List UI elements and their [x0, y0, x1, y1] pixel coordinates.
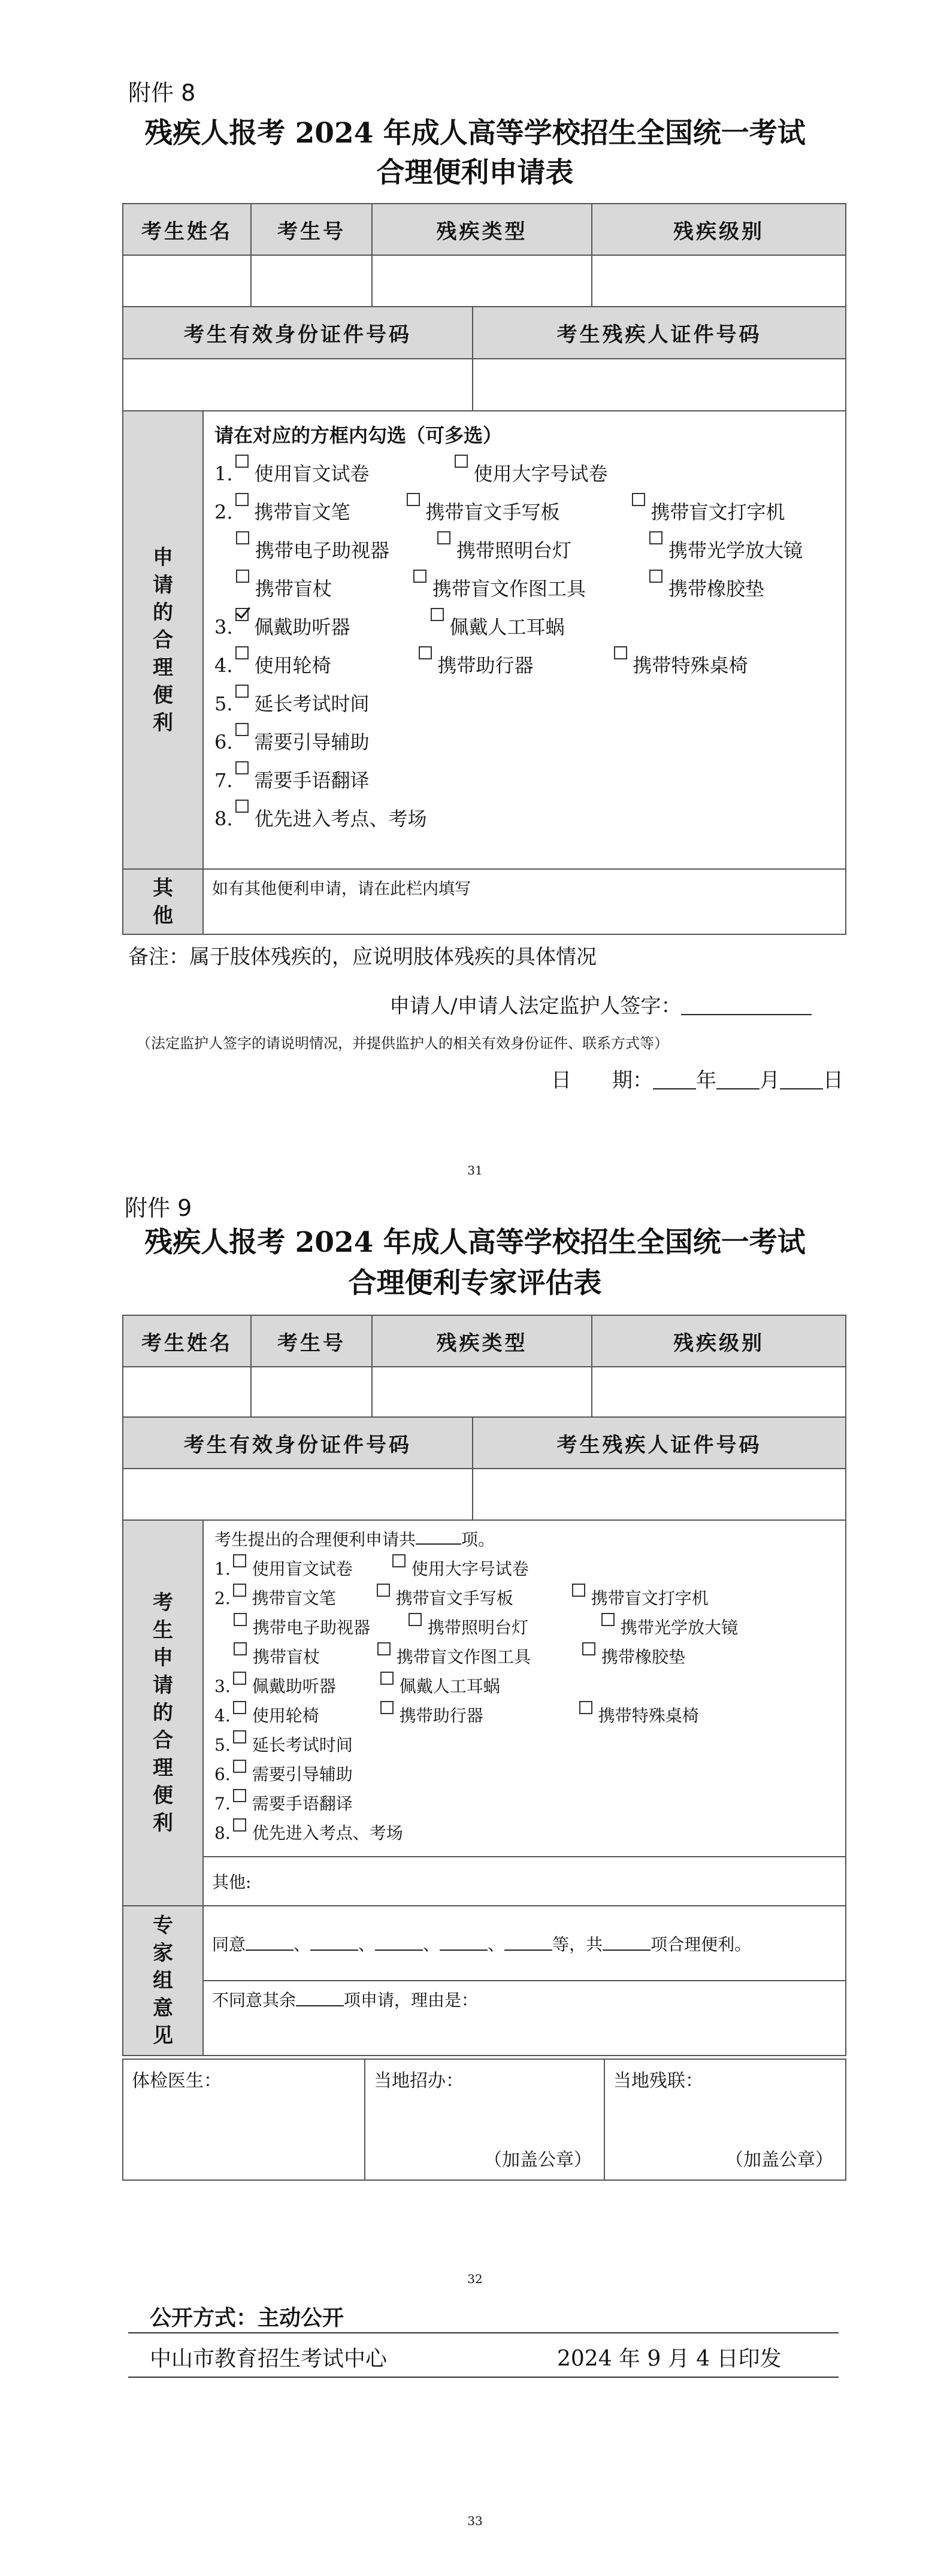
agree-blank-2[interactable] — [310, 1932, 358, 1951]
other-label: 其他: — [212, 1872, 252, 1892]
local-office-cell[interactable] — [365, 2059, 604, 2180]
signature-note: （法定监护人签字的请说明情况，并提供监护人的相关有效身份证件、联系方式等） — [137, 1035, 668, 1052]
header-exam-no: 考生号 — [251, 1315, 372, 1367]
form8-title-line2: 合理便利申请表 — [376, 156, 574, 189]
id-number-field[interactable] — [123, 359, 473, 411]
count-blank[interactable] — [416, 1525, 461, 1545]
header-disability-cert: 考生残疾人证件号码 — [473, 307, 846, 359]
option-row-5: 5. 延长考试时间 — [214, 685, 834, 723]
apply-label-cell — [123, 411, 203, 869]
other-label-cell — [123, 869, 203, 934]
expert-label-cell — [123, 1906, 203, 2056]
header-disability-level: 残疾级别 — [592, 1315, 846, 1367]
checkbox-walker[interactable] — [419, 646, 432, 659]
agree-blank-1[interactable] — [246, 1932, 294, 1951]
apply-label: 申请的合理便利 — [153, 545, 173, 735]
apply-label-cell — [123, 1520, 203, 1906]
header-disability-type: 残疾类型 — [372, 1315, 592, 1367]
page-number-32: 32 — [467, 2272, 483, 2286]
issuer: 中山市教育招生考试中心 — [150, 2347, 388, 2371]
checkbox-braille-slate[interactable] — [377, 1584, 390, 1597]
disability-level-field[interactable] — [592, 255, 846, 307]
option-row-3: 3. 佩戴助听器 佩戴人工耳蜗 — [214, 1672, 834, 1701]
checkbox-braille-drawing[interactable] — [377, 1642, 391, 1655]
checkbox-white-cane[interactable] — [234, 1642, 247, 1655]
header-disability-type: 残疾类型 — [372, 204, 592, 255]
option-row-2b: 携带电子助视器 携带照明台灯 携带光学放大镜 — [214, 531, 834, 570]
local-disabled-cell[interactable] — [604, 2059, 846, 2180]
header-id-number: 考生有效身份证件号码 — [123, 1417, 473, 1469]
checkbox-cochlear-implant[interactable] — [431, 608, 444, 621]
footer-bottom-rule — [128, 2377, 839, 2378]
annex-8-label: 附件 8 — [128, 80, 196, 106]
checkbox-e-magnifier[interactable] — [236, 531, 249, 544]
checkbox-braille-pen[interactable] — [233, 1584, 246, 1597]
checkbox-braille-drawing[interactable] — [413, 570, 426, 583]
agree-cell — [203, 1906, 846, 1981]
local-office-label: 当地招办： — [374, 2071, 464, 2091]
option-row-4: 4. 使用轮椅 携带助行器 携带特殊桌椅 — [214, 646, 834, 685]
disability-type-field[interactable] — [372, 255, 592, 307]
id-number-field[interactable] — [123, 1469, 473, 1520]
disclosure: 公开方式：主动公开 — [150, 2305, 344, 2330]
disability-type-field[interactable] — [372, 1367, 592, 1417]
checkbox-walker[interactable] — [380, 1701, 394, 1714]
checkbox-large-print[interactable] — [392, 1554, 406, 1567]
signature-line — [389, 989, 812, 1019]
header-name: 考生姓名 — [123, 204, 251, 255]
option-row-8: 8. 优先进入考点、考场 — [214, 800, 834, 838]
form9-title-line2: 合理便利专家评估表 — [348, 1267, 602, 1300]
checkbox-guide[interactable] — [235, 723, 249, 736]
checkbox-large-print[interactable] — [455, 455, 468, 468]
checkbox-braille-slate[interactable] — [407, 493, 420, 506]
option-row-7: 7. 需要手语翻译 — [214, 761, 834, 800]
date-day-blank[interactable] — [780, 1070, 823, 1089]
option-row-4: 4. 使用轮椅 携带助行器 携带特殊桌椅 — [214, 1701, 834, 1730]
checkbox-sign-language[interactable] — [233, 1789, 246, 1802]
checkbox-desk-lamp[interactable] — [437, 531, 450, 544]
other-label: 其他 — [153, 876, 173, 928]
checkbox-extra-time[interactable] — [235, 685, 249, 698]
header-id-number: 考生有效身份证件号码 — [123, 307, 473, 359]
checkbox-priority-entry[interactable] — [235, 800, 249, 813]
checkbox-guide[interactable] — [233, 1760, 246, 1773]
local-disabled-label: 当地残联： — [613, 2071, 703, 2091]
option-row-1: 1. 使用盲文试卷 使用大字号试卷 — [214, 1554, 834, 1584]
date-month-blank[interactable] — [716, 1070, 760, 1089]
checkbox-rubber-mat[interactable] — [582, 1642, 595, 1655]
checkbox-e-magnifier[interactable] — [234, 1613, 247, 1626]
option-row-2a: 2. 携带盲文笔 携带盲文手写板 携带盲文打字机 — [214, 493, 834, 531]
exam-no-field[interactable] — [251, 1367, 372, 1417]
checkbox-extra-time[interactable] — [233, 1730, 246, 1743]
footer-top-rule — [128, 2332, 839, 2333]
checkbox-sign-language[interactable] — [235, 761, 249, 774]
disability-level-field[interactable] — [592, 1367, 846, 1417]
option-row-2c: 携带盲杖 携带盲文作图工具 携带橡胶垫 — [214, 1642, 834, 1672]
disagree-cell — [203, 1981, 846, 2056]
checkbox-braille-paper[interactable] — [235, 455, 249, 468]
checkbox-braille-typewriter[interactable] — [632, 493, 645, 506]
checkbox-wheelchair[interactable] — [233, 1701, 246, 1714]
agree-blank-5[interactable] — [504, 1932, 552, 1951]
form9-table — [122, 1315, 846, 2056]
checkbox-hearing-aid[interactable] — [233, 1672, 246, 1685]
checkbox-desk-lamp[interactable] — [409, 1613, 422, 1626]
checkbox-priority-entry[interactable] — [233, 1818, 246, 1832]
local-office-stamp: （加盖公章） — [484, 2150, 592, 2171]
option-row-6: 6. 需要引导辅助 — [214, 1760, 834, 1789]
instruction: 请在对应的方框内勾选（可多选） — [214, 424, 503, 447]
name-field[interactable] — [123, 255, 251, 307]
remark: 备注：属于肢体残疾的，应说明肢体残疾的具体情况 — [128, 945, 597, 969]
signature-blank[interactable] — [681, 996, 812, 1015]
disability-cert-field[interactable] — [473, 1469, 846, 1520]
checkbox-braille-paper[interactable] — [233, 1554, 246, 1567]
page-number-31: 31 — [467, 1163, 483, 1177]
option-row-7: 7. 需要手语翻译 — [214, 1789, 834, 1818]
doctor-label: 体检医生： — [132, 2071, 222, 2091]
agree-total-blank[interactable] — [603, 1932, 651, 1951]
options-cell — [203, 1520, 846, 1857]
annex-9-label: 附件 9 — [125, 1195, 192, 1221]
checkbox-optical-magnifier[interactable] — [601, 1613, 615, 1626]
disagree-blank[interactable] — [296, 1987, 344, 2006]
checkbox-braille-typewriter[interactable] — [572, 1584, 585, 1597]
checkbox-white-cane[interactable] — [236, 570, 249, 583]
local-disabled-stamp: （加盖公章） — [725, 2150, 833, 2171]
other-field[interactable] — [203, 869, 846, 934]
disability-cert-field[interactable] — [473, 359, 846, 411]
option-row-5: 5. 延长考试时间 — [214, 1730, 834, 1760]
apply-label: 考生申请的合理便利 — [153, 1591, 173, 1835]
agree-blank-3[interactable] — [375, 1932, 423, 1951]
checkbox-braille-pen[interactable] — [235, 493, 249, 506]
date-line: 日 期： 年 月 日 — [551, 1068, 843, 1092]
name-field[interactable] — [123, 1367, 251, 1417]
header-name: 考生姓名 — [123, 1315, 251, 1367]
date-label: 日 期： — [551, 1068, 653, 1092]
signature-label: 申请人/申请人法定监护人签字： — [389, 994, 682, 1018]
form9-signature-table — [122, 2059, 846, 2181]
option-row-2c: 携带盲杖 携带盲文作图工具 携带橡胶垫 — [214, 570, 834, 608]
agree-blank-4[interactable] — [440, 1932, 488, 1951]
form8-table — [122, 203, 846, 935]
option-row-1: 1. 使用盲文试卷 使用大字号试卷 — [214, 455, 834, 493]
agree-line: 同意 、 、 、 、 等，共 项合理便利。 — [212, 1932, 837, 1956]
other-field[interactable] — [203, 1857, 846, 1906]
page-number-33: 33 — [467, 2514, 483, 2528]
header-disability-level: 残疾级别 — [592, 204, 846, 255]
option-row-3: 3. 佩戴助听器 佩戴人工耳蜗 — [214, 608, 834, 646]
checkbox-optical-magnifier[interactable] — [649, 531, 662, 544]
form8-title-line1: 残疾人报考 2024 年成人高等学校招生全国统一考试 — [144, 117, 806, 150]
option-row-8: 8. 优先进入考点、考场 — [214, 1818, 834, 1848]
checkbox-special-desk[interactable] — [579, 1701, 592, 1714]
header-exam-no: 考生号 — [251, 204, 372, 255]
other-hint: 如有其他便利申请，请在此栏内填写 — [212, 880, 471, 898]
date-year-blank[interactable] — [653, 1070, 696, 1089]
options-cell — [203, 411, 846, 869]
exam-no-field[interactable] — [251, 255, 372, 307]
option-row-6: 6. 需要引导辅助 — [214, 723, 834, 761]
checkbox-cochlear-implant[interactable] — [380, 1672, 394, 1685]
option-row-2b: 携带电子助视器 携带照明台灯 携带光学放大镜 — [214, 1613, 834, 1642]
checkbox-hearing-aid-checked[interactable] — [235, 608, 249, 621]
issue-date: 2024 年 9 月 4 日印发 — [557, 2347, 782, 2371]
disagree-line: 不同意其余 项申请，理由是： — [212, 1987, 837, 2011]
doctor-cell[interactable] — [123, 2059, 365, 2180]
checkbox-wheelchair[interactable] — [235, 646, 249, 659]
expert-label: 专家组意见 — [153, 1914, 173, 2048]
checkbox-rubber-mat[interactable] — [649, 570, 662, 583]
header-disability-cert: 考生残疾人证件号码 — [473, 1417, 846, 1469]
option-row-2a: 2. 携带盲文笔 携带盲文手写板 携带盲文打字机 — [214, 1584, 834, 1613]
checkbox-special-desk[interactable] — [614, 646, 627, 659]
count-line: 考生提出的合理便利申请共 项。 — [214, 1525, 834, 1554]
form9-title-line1: 残疾人报考 2024 年成人高等学校招生全国统一考试 — [144, 1226, 806, 1259]
